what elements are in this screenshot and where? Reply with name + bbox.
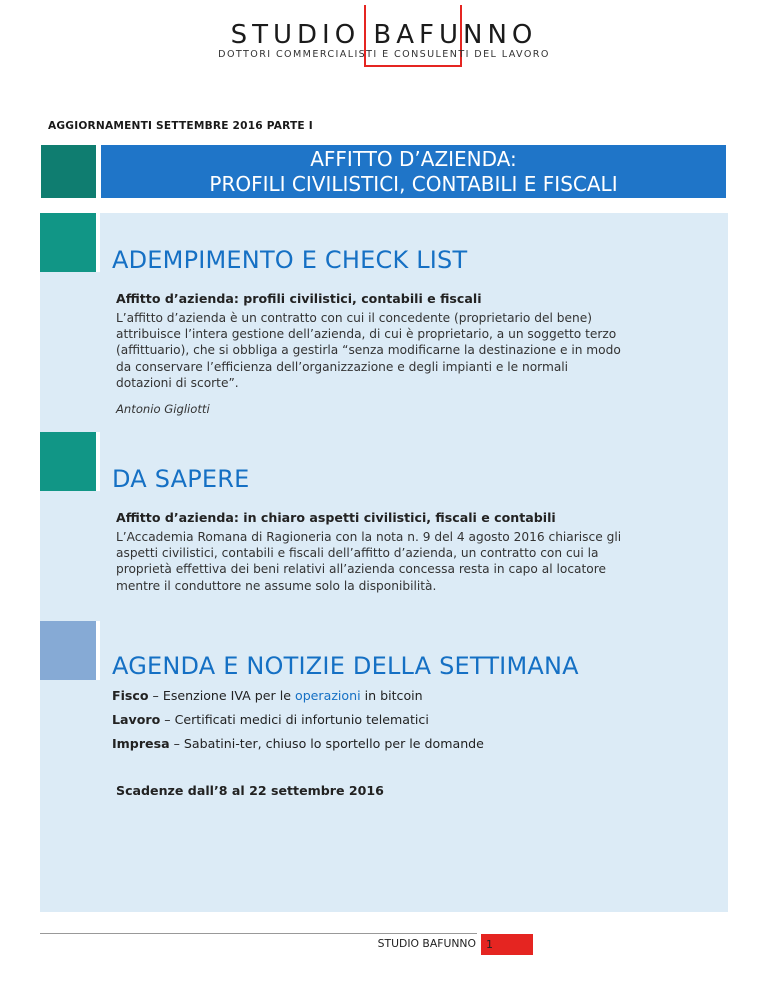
article-body-line: aspetti civilistici, contabili e fiscali dell’affitto d’azienda, un contratto con cui la	[116, 546, 599, 561]
section-heading-adempimento: ADEMPIMENTO E CHECK LIST	[112, 246, 468, 274]
article-title[interactable]: Affitto d’azienda: in chiaro aspetti civilistici, fiscali e contabili	[116, 510, 556, 525]
article-body	[116, 529, 716, 594]
news-item-lavoro[interactable]	[112, 712, 429, 727]
section-3-accent-divider	[96, 621, 100, 680]
article-body-line: (affittuario), che si obbliga a gestirla “senza modificarne la destinazione e in modo	[116, 343, 621, 358]
news-text: Esenzione IVA per le	[162, 688, 295, 703]
article-body-line: proprietà effettiva dei beni relativi all’azienda concessa resta in capo al locatore	[116, 562, 606, 577]
news-item-fisco[interactable]	[112, 688, 423, 703]
article-body-line: attribuisce l’intera gestione dell’azienda, di cui è proprietario, a un soggetto terzo	[116, 327, 617, 342]
news-highlight-link[interactable]: operazioni	[294, 688, 361, 703]
content-panel-left	[40, 213, 96, 912]
article-author: Antonio Gigliotti	[116, 402, 210, 416]
news-category: Impresa	[112, 736, 170, 751]
deadlines-link[interactable]: Scadenze dall’8 al 22 settembre 2016	[116, 783, 384, 798]
page-title	[101, 147, 726, 197]
article-body-line: mentre il conduttore ne assume solo la disponibilità.	[116, 578, 437, 593]
update-label: AGGIORNAMENTI SETTEMBRE 2016 PARTE I	[48, 120, 313, 132]
section-3-accent-square	[40, 621, 96, 680]
section-2-accent-square	[40, 432, 96, 491]
firm-logo-name: STUDIO BAFUNNO	[230, 20, 538, 50]
news-text: Certificati medici di infortunio telematici	[174, 712, 429, 727]
article-body-line: L’Accademia Romana di Ragioneria con la nota n. 9 del 4 agosto 2016 chiarisce gli	[116, 530, 622, 544]
section-heading-da-sapere: DA SAPERE	[112, 465, 250, 493]
news-text: in bitcoin	[360, 688, 423, 703]
section-heading-agenda: AGENDA E NOTIZIE DELLA SETTIMANA	[112, 652, 579, 680]
section-2-accent-divider	[96, 432, 100, 491]
section-1-accent-divider	[96, 213, 100, 272]
page-number: 1	[481, 934, 533, 955]
article-body	[116, 310, 716, 391]
article-body-line: L’affitto d’azienda è un contratto con cui il concedente (proprietario del bene)	[116, 311, 592, 325]
banner-accent-square	[41, 145, 96, 198]
news-item-impresa[interactable]	[112, 736, 484, 751]
news-separator: –	[160, 712, 175, 727]
news-separator: –	[169, 736, 184, 751]
article-body-line: dotazioni di scorte”.	[116, 375, 239, 390]
section-1-accent-square	[40, 213, 96, 272]
news-category: Lavoro	[112, 712, 161, 727]
footer-firm-name: STUDIO BAFUNNO	[377, 937, 476, 950]
news-separator: –	[148, 688, 163, 703]
article-body-line: da conservare l’efficienza dell’organizzazione e degli impianti e le normali	[116, 359, 569, 374]
firm-logo-subtitle: DOTTORI COMMERCIALISTI E CONSULENTI DEL LAVORO	[218, 49, 550, 60]
article-title[interactable]: Affitto d’azienda: profili civilistici, contabili e fiscali	[116, 291, 482, 306]
page-title-line-2: PROFILI CIVILISTICI, CONTABILI E FISCALI	[209, 172, 618, 196]
news-category: Fisco	[112, 688, 149, 703]
news-text: Sabatini-ter, chiuso lo sportello per le domande	[183, 736, 484, 751]
page-title-line-1: AFFITTO D’AZIENDA:	[310, 147, 517, 171]
